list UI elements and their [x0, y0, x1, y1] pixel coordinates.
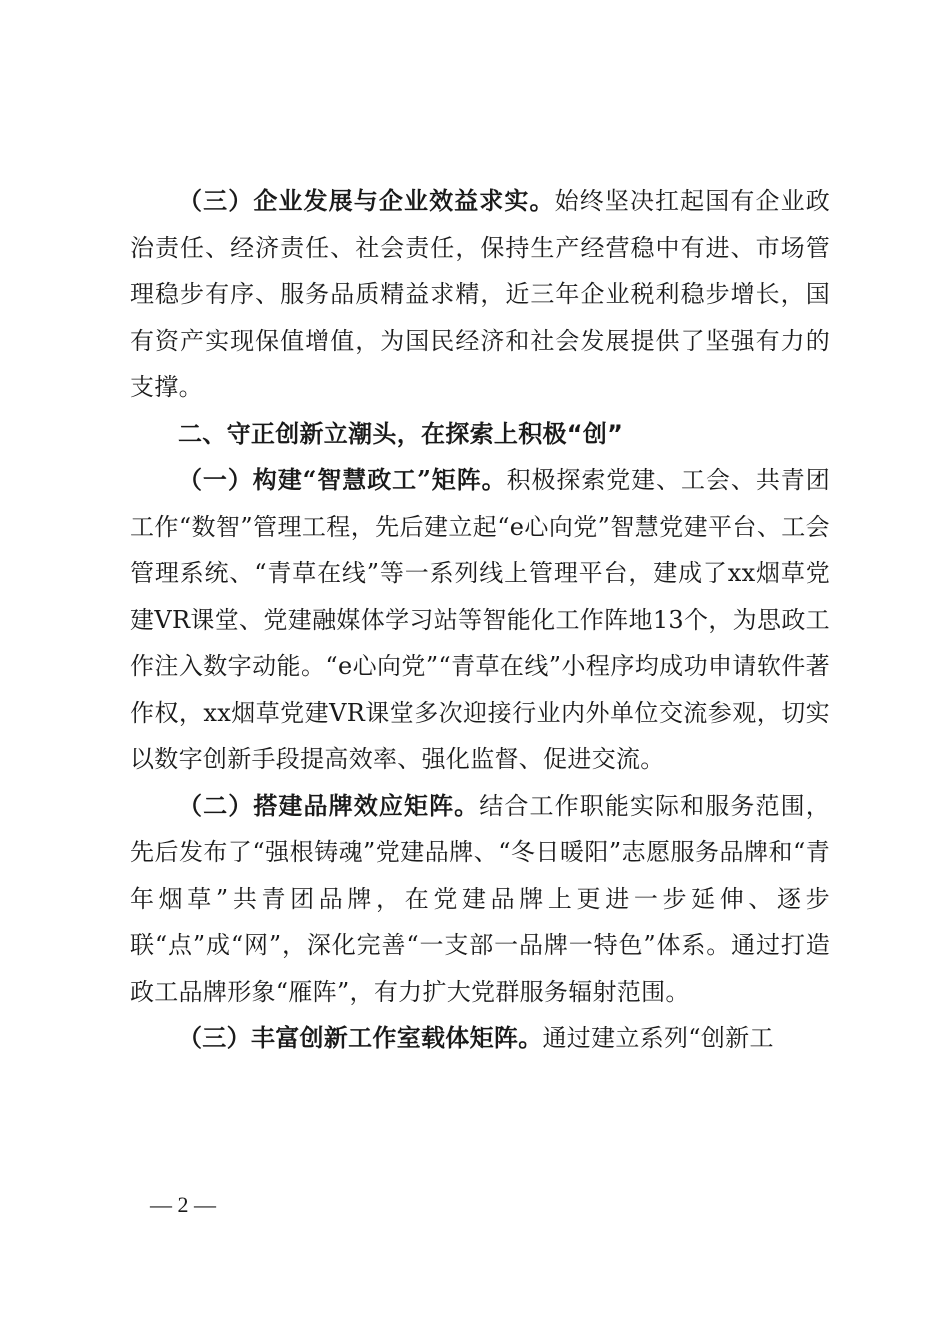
paragraph-enterprise-development [130, 178, 830, 411]
page-number: — 2 — [150, 1192, 216, 1217]
paragraph-text: 结合工作职能实际和服务范围，先后发布了“强根铸魂”党建品牌、“冬日暖阳”志愿服务品牌和“青年烟草”共青团品牌，在党建品牌上更进一步延伸、逐步联“点”成“网”，深化完善“一支部一品牌一特色”体系。通过打造政工品牌形象“雁阵”，有力扩大党群服务辐射范围。 [130, 791, 830, 1006]
paragraph-lead: （一）构建“智慧政工”矩阵。 [178, 465, 507, 494]
paragraph-text: 始终坚决扛起国有企业政治责任、经济责任、社会责任，保持生产经营稳中有进、市场管理稳步有序、服务品质精益求精，近三年企业税利稳步增长，国有资产实现保值增值，为国民经济和社会发展提供了坚强有力的支撑。 [130, 187, 830, 401]
document-body [130, 178, 830, 1062]
paragraph-lead: （三）丰富创新工作室载体矩阵。 [178, 1023, 543, 1052]
paragraph-innovation-studio [130, 1015, 830, 1062]
paragraph-lead: （二）搭建品牌效应矩阵。 [178, 790, 480, 820]
paragraph-text: 积极探索党建、工会、共青团工作“数智”管理工程，先后建立起“e心向党”智慧党建平台、工会管理系统、“青草在线”等一系列线上管理平台，建成了xx烟草党建VR课堂、党建融媒体学习站等智能化工作阵地13个，为思政工作注入数字动能。“e心向党”“青草在线”小程序均成功申请软件著作权，xx烟草党建VR课堂多次迎接行业内外单位交流参观，切实以数字创新手段提高效率、强化监督、促进交流。 [130, 466, 830, 773]
section-heading: 二、守正创新立潮头，在探索上积极“创” [178, 419, 624, 448]
paragraph-lead: （三）企业发展与企业效益求实。 [178, 186, 555, 215]
paragraph-brand-matrix [130, 783, 830, 1016]
paragraph-text: 通过建立系列“创新工 [542, 1024, 774, 1052]
paragraph-smart-political-work [130, 457, 830, 783]
